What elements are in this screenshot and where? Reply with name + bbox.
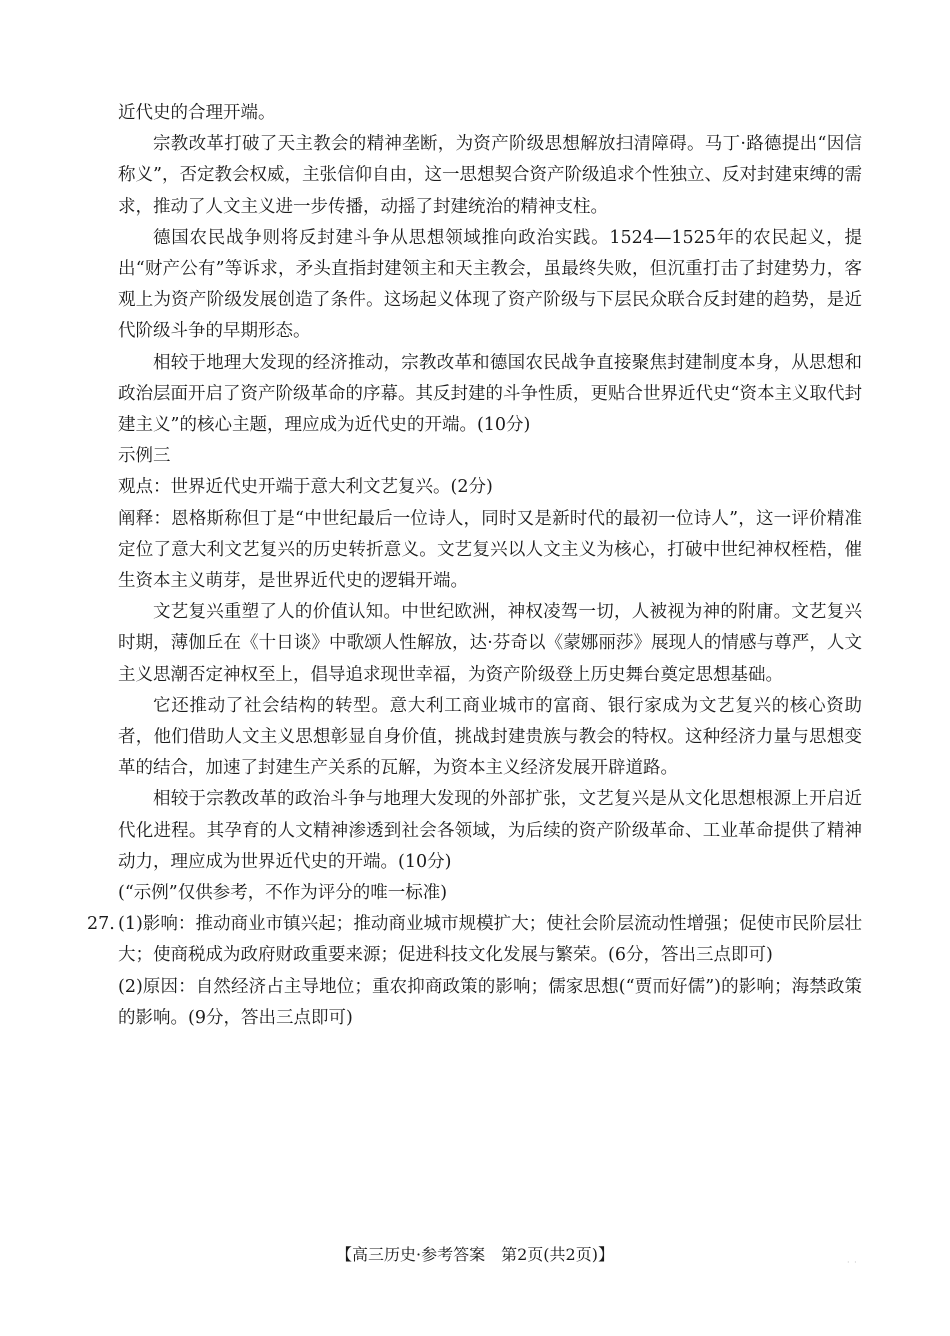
example3-viewpoint: 观点：世界近代史开端于意大利文艺复兴。(2分) <box>118 477 493 498</box>
question-27 <box>87 909 862 1034</box>
text-line-top: 近代史的合理开端。 <box>118 103 276 123</box>
question-27-part-2: (2)原因：自然经济占主导地位；重农抑商政策的影响；儒家思想(“贾而好儒”)的影响；海禁政策的影响。(9分，答出三点即可) <box>118 976 862 1028</box>
example3-title: 示例三 <box>118 446 171 467</box>
example3-explanation: 阐释：恩格斯称但丁是“中世纪最后一位诗人，同时又是新时代的最初一位诗人”，这一评价精准定位了意大利文艺复兴的历史转折意义。文艺复兴以人文主义为核心，打破中世纪神权桎梏，催生资本主义萌芽，是世界近代史的逻辑开端。 <box>118 508 862 592</box>
reference-note: (“示例”仅供参考，不作为评分的唯一标准) <box>118 883 448 904</box>
paragraph-peasant-war: 德国农民战争则将反封建斗争从思想领域推向政治实践。1524—1525年的农民起义，提出“财产公有”等诉求，矛头直指封建领主和天主教会，虽最终失败，但沉重打击了封建势力，客观上为资产阶级发展创造了条件。这场起义体现了资产阶级与下层民众联合反封建的趋势，是近代阶级斗争的早期形态。 <box>118 227 862 342</box>
paragraph-compare-3: 相较于宗教改革的政治斗争与地理大发现的外部扩张，文艺复兴是从文化思想根源上开启近代化进程。其孕育的人文精神渗透到社会各领域，为后续的资产阶级革命、工业革命提供了精神动力，理应成为世界近代史的开端。(10分) <box>118 789 862 872</box>
paragraph-renaissance-2: 它还推动了社会结构的转型。意大利工商业城市的富商、银行家成为文艺复兴的核心资助者，他们借助人文主义思想彰显自身价值，挑战封建贵族与教会的特权。这种经济力量与思想变革的结合，加速了封建生产关系的瓦解，为资本主义经济发展开辟道路。 <box>118 695 862 779</box>
question-number: 27. <box>87 914 115 935</box>
paragraph-compare-2: 相较于地理大发现的经济推动，宗教改革和德国农民战争直接聚焦封建制度本身，从思想和政治层面开启了资产阶级革命的序幕。其反封建的斗争性质，更贴合世界近代史“资本主义取代封建主义”的核心主题，理应成为近代史的开端。(10分) <box>118 352 862 436</box>
corner-scan-mark: · · <box>847 1258 858 1267</box>
page-content <box>87 98 862 1034</box>
page-footer: 【高三历史·参考答案 第2页(共2页)】 <box>336 1245 614 1264</box>
paragraph-renaissance-1: 文艺复兴重塑了人的价值认知。中世纪欧洲，神权凌驾一切，人被视为神的附庸。文艺复兴时期，薄伽丘在《十日谈》中歌颂人性解放，达·芬奇以《蒙娜丽莎》展现人的情感与尊严，人文主义思潮否定神权至上，倡导追求现世幸福，为资产阶级登上历史舞台奠定思想基础。 <box>118 602 862 685</box>
question-27-part-1: (1)影响：推动商业市镇兴起；推动商业城市规模扩大；使社会阶层流动性增强；促使市民阶层壮大；使商税成为政府财政重要来源；促进科技文化发展与繁荣。(6分，答出三点即可) <box>118 914 862 966</box>
paragraph-reformation: 宗教改革打破了天主教会的精神垄断，为资产阶级思想解放扫清障碍。马丁·路德提出“因信称义”，否定教会权威，主张信仰自由，这一思想契合资产阶级追求个性独立、反对封建束缚的需求，推动了人文主义进一步传播，动摇了封建统治的精神支柱。 <box>118 134 862 217</box>
